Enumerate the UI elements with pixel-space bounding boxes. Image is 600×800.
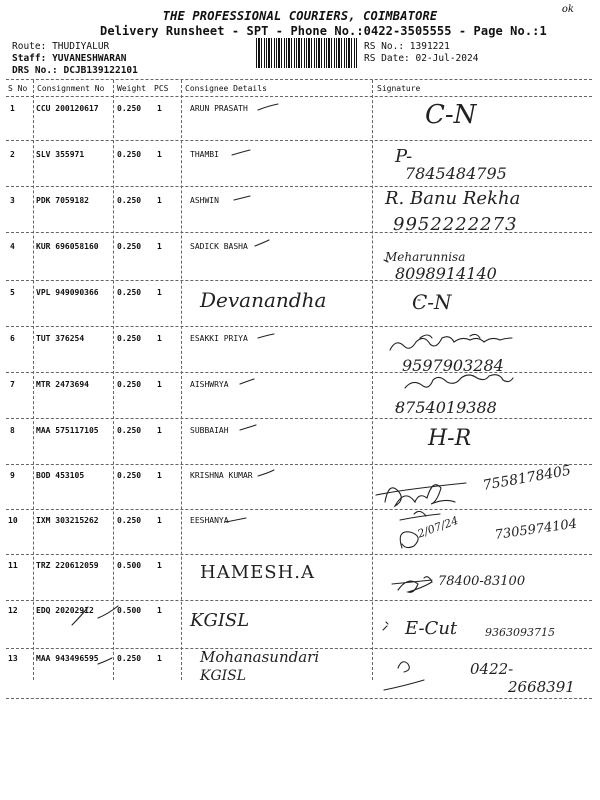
- tick-mark: [258, 104, 278, 110]
- row-pcs: 1: [157, 196, 162, 205]
- row-consignee: ESAKKI PRIYA: [190, 334, 248, 343]
- tick-mark: [258, 334, 274, 338]
- row-pcs: 1: [157, 334, 162, 343]
- row-weight: 0.500: [117, 561, 142, 570]
- row-consignment: MAA 575117105: [36, 426, 99, 435]
- handwritten-phone: 7305974104: [493, 516, 578, 543]
- row-consignee: KRISHNA KUMAR: [190, 471, 253, 480]
- row-sno: 3: [10, 196, 15, 205]
- row-weight: 0.250: [117, 654, 142, 663]
- handwritten-consignee: Devanandha: [200, 288, 327, 312]
- row-consignment: TRZ 220612059: [36, 561, 99, 570]
- row-sno: 13: [8, 654, 18, 663]
- signature-stroke: [383, 622, 388, 630]
- company-name: THE PROFESSIONAL COURIERS, COIMBATORE: [162, 9, 438, 23]
- row-consignee: SADICK BASHA: [190, 242, 248, 251]
- row-consignment: MAA 943496595: [36, 654, 99, 663]
- row-weight: 0.250: [117, 334, 142, 343]
- col-header-consignment: Consignment No: [37, 84, 105, 93]
- col-header-pcs: PCS: [154, 84, 169, 93]
- row-weight: 0.250: [117, 471, 142, 480]
- handwritten-company: KGISL: [200, 668, 247, 684]
- tick-mark: [240, 379, 254, 384]
- row-weight: 0.250: [117, 242, 142, 251]
- signature-stroke: [384, 662, 424, 690]
- handwritten-signature: H-R: [428, 426, 472, 451]
- runsheet-title: Delivery Runsheet - SPT - Phone No.:0422-3505555 - Page No.:1: [100, 24, 547, 38]
- signature-stroke: [72, 607, 88, 625]
- col-header-weight: Weight: [117, 84, 146, 93]
- route-label: Route:: [12, 41, 47, 52]
- row-consignment: CCU 200120617: [36, 104, 99, 113]
- row-consignee: THAMBI: [190, 150, 219, 159]
- row-pcs: 1: [157, 150, 162, 159]
- row-sno: 12: [8, 606, 18, 615]
- handwritten-consignee: Mohanasundari: [200, 648, 320, 666]
- signature-stroke: [384, 260, 388, 262]
- row-consignment: BOD 453105: [36, 471, 85, 480]
- row-consignee: AISHWRYA: [190, 380, 229, 389]
- row-pcs: 1: [157, 380, 162, 389]
- drs-label: DRS No.:: [12, 65, 58, 76]
- row-sno: 10: [8, 516, 18, 525]
- tick-mark: [232, 150, 250, 155]
- row-sno: 8: [10, 426, 15, 435]
- row-consignment: PDK 7059182: [36, 196, 89, 205]
- row-weight: 0.250: [117, 380, 142, 389]
- row-weight: 0.250: [117, 196, 142, 205]
- row-consignee: SUBBAIAH: [190, 426, 229, 435]
- handwritten-phone-area: 0422-: [470, 660, 514, 678]
- row-pcs: 1: [157, 516, 162, 525]
- col-header-consignee: Consignee Details: [185, 84, 267, 93]
- row-pcs: 1: [157, 242, 162, 251]
- route-value: THUDIYALUR: [52, 41, 110, 52]
- tick-mark: [258, 470, 274, 476]
- row-pcs: 1: [157, 288, 162, 297]
- row-pcs: 1: [157, 104, 162, 113]
- handwritten-phone: 7558178405: [481, 462, 573, 494]
- handwritten-name: R. Banu Rekha: [385, 188, 521, 209]
- row-consignment: KUR 696058160: [36, 242, 99, 251]
- col-header-sno: S No: [8, 84, 28, 93]
- signature-stroke: [376, 483, 466, 506]
- corner-check-mark: ok: [561, 4, 574, 15]
- row-sno: 11: [8, 561, 18, 570]
- handwritten-phone: 2668391: [508, 678, 575, 696]
- rs-date-value: 02-Jul-2024: [415, 53, 479, 64]
- row-pcs: 1: [157, 654, 162, 663]
- row-weight: 0.250: [117, 516, 142, 525]
- row-pcs: 1: [157, 426, 162, 435]
- rs-no-label: RS No.:: [364, 41, 405, 52]
- handwritten-phone: 7845484795: [405, 164, 507, 183]
- signature-stroke: [396, 406, 399, 407]
- row-consignment: VPL 949090366: [36, 288, 99, 297]
- row-pcs: 1: [157, 561, 162, 570]
- signature-stroke: [392, 577, 432, 593]
- handwritten-phone: 78400-83100: [438, 574, 526, 589]
- row-sno: 1: [10, 104, 15, 113]
- handwritten-name: P-: [395, 146, 413, 167]
- row-consignee: ASHWIN: [190, 196, 219, 205]
- handwritten-signature: C-N: [425, 100, 477, 130]
- tick-mark: [98, 606, 118, 618]
- row-sno: 2: [10, 150, 15, 159]
- row-consignee: EESHANYA: [190, 516, 229, 525]
- signature-stroke: [405, 375, 513, 388]
- handwritten-consignee: HAMESH.A: [200, 562, 316, 583]
- row-sno: 6: [10, 334, 15, 343]
- row-weight: 0.250: [117, 150, 142, 159]
- handwritten-name: Meharunnisa: [385, 250, 466, 264]
- drs-value: DCJB139122101: [63, 65, 138, 76]
- staff-label: Staff:: [12, 53, 47, 64]
- tick-mark: [226, 518, 246, 522]
- row-consignment: TUT 376254: [36, 334, 85, 343]
- tick-mark: [98, 658, 112, 664]
- handwritten-signature: C-N: [412, 290, 452, 314]
- rs-date-label: RS Date:: [364, 53, 410, 64]
- row-weight: 0.250: [117, 288, 142, 297]
- row-sno: 4: [10, 242, 15, 251]
- row-consignment: EDQ 20202912: [36, 606, 94, 615]
- row-sno: 7: [10, 380, 15, 389]
- staff-value: YUVANESHWARAN: [52, 53, 127, 64]
- tick-mark: [240, 425, 256, 430]
- col-header-signature: Signature: [377, 84, 421, 93]
- handwritten-phone: 8754019388: [395, 398, 497, 417]
- row-pcs: 1: [157, 606, 162, 615]
- handwritten-signature: E-Cut: [405, 618, 458, 639]
- tick-mark: [255, 240, 269, 246]
- handwritten-phone: 9597903284: [402, 356, 504, 375]
- signature-stroke: [390, 337, 512, 350]
- row-weight: 0.250: [117, 104, 142, 113]
- rs-no-value: 1391221: [409, 41, 450, 52]
- row-consignee: ARUN PRASATH: [190, 104, 248, 113]
- row-sno: 5: [10, 288, 15, 297]
- handwritten-phone: 9363093715: [485, 626, 555, 639]
- row-weight: 0.250: [117, 426, 142, 435]
- handwritten-phone: 9952222273: [393, 214, 518, 235]
- handwritten-consignee: KGISL: [190, 610, 250, 631]
- row-sno: 9: [10, 471, 15, 480]
- tick-mark: [234, 196, 250, 200]
- row-consignment: IXM 303215262: [36, 516, 99, 525]
- signature-stroke: [400, 511, 440, 548]
- row-pcs: 1: [157, 471, 162, 480]
- row-consignment: SLV 355971: [36, 150, 85, 159]
- handwritten-phone: 8098914140: [395, 264, 497, 283]
- row-weight: 0.500: [117, 606, 142, 615]
- row-consignment: MTR 2473694: [36, 380, 89, 389]
- handwritten-date: 2/07/24: [415, 513, 461, 541]
